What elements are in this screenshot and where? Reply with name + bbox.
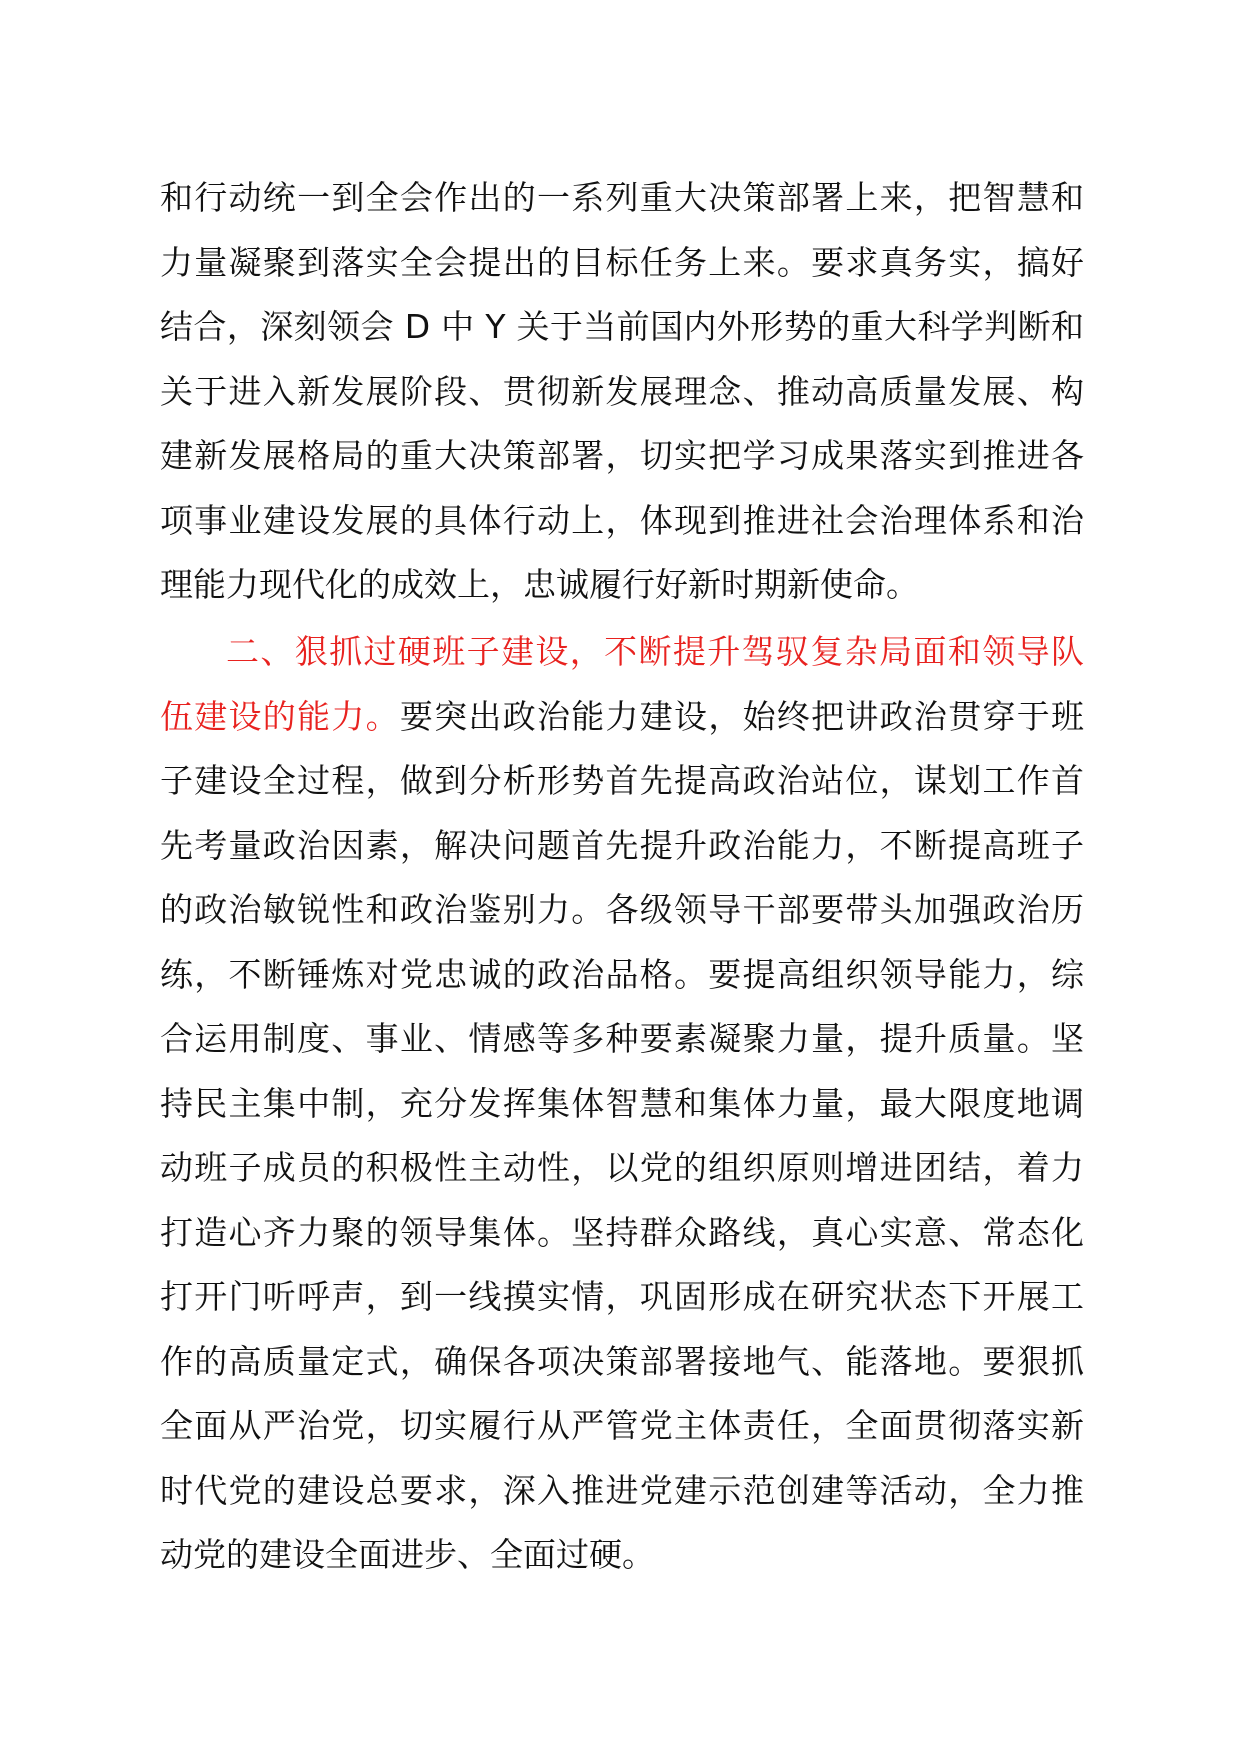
- text-line: 力量凝聚到落实全会提出的目标任务上来。要求真务实，搞好: [160, 242, 1084, 282]
- text-line: 动班子成员的积极性主动性，以党的组织原则增进团结，着力: [160, 1148, 1084, 1187]
- text-line: 打造心齐力聚的领导集体。坚持群众路线，真心实意、常态化: [160, 1212, 1084, 1252]
- text-line: 结合，深刻领会 D 中 Y 关于当前国内外形势的重大科学判断和: [160, 307, 1084, 346]
- text-line: 建新发展格局的重大决策部署，切实把学习成果落实到推进各: [160, 436, 1084, 475]
- paragraph-1: [160, 166, 1084, 618]
- text-line: 作的高质量定式，确保各项决策部署接地气、能落地。要狠抓: [160, 1341, 1084, 1381]
- text-line: 先考量政治因素，解决问题首先提升政治能力，不断提高班子: [160, 825, 1084, 865]
- text-line: 全面从严治党，切实履行从严管党主体责任，全面贯彻落实新: [160, 1406, 1084, 1445]
- section-2-heading: 二、狠抓过硬班子建设，不断提升驾驭复杂局面和领导队: [226, 632, 1084, 671]
- text-line: [160, 685, 1084, 750]
- section-2: [160, 620, 1084, 1588]
- text-line: 合运用制度、事业、情感等多种要素凝聚力量，提升质量。坚: [160, 1019, 1084, 1058]
- text-line: 的政治敏锐性和政治鉴别力。各级领导干部要带头加强政治历: [160, 890, 1084, 929]
- text-line: 和行动统一到全会作出的一系列重大决策部署上来，把智慧和: [160, 178, 1084, 217]
- text-line: 子建设全过程，做到分析形势首先提高政治站位，谋划工作首: [160, 761, 1084, 800]
- text-line: 时代党的建设总要求，深入推进党建示范创建等活动，全力推: [160, 1470, 1084, 1510]
- text-line: 动党的建设全面进步、全面过硬。: [160, 1535, 655, 1574]
- text-line: 关于进入新发展阶段、贯彻新发展理念、推动高质量发展、构: [160, 371, 1084, 411]
- text-line: 持民主集中制，充分发挥集体智慧和集体力量，最大限度地调: [160, 1083, 1084, 1123]
- text-line: 打开门听呼声，到一线摸实情，巩固形成在研究状态下开展工: [160, 1277, 1084, 1316]
- text-line: 理能力现代化的成效上，忠诚履行好新时期新使命。: [160, 565, 919, 604]
- text-line: 练，不断锤炼对党忠诚的政治品格。要提高组织领导能力，综: [160, 954, 1084, 994]
- text-line: 项事业建设发展的具体行动上，体现到推进社会治理体系和治: [160, 500, 1084, 540]
- section-2-heading-end: 伍建设的能力。: [160, 696, 400, 736]
- section-2-body-start: 要突出政治能力建设，始终把讲政治贯穿于班: [399, 696, 1085, 736]
